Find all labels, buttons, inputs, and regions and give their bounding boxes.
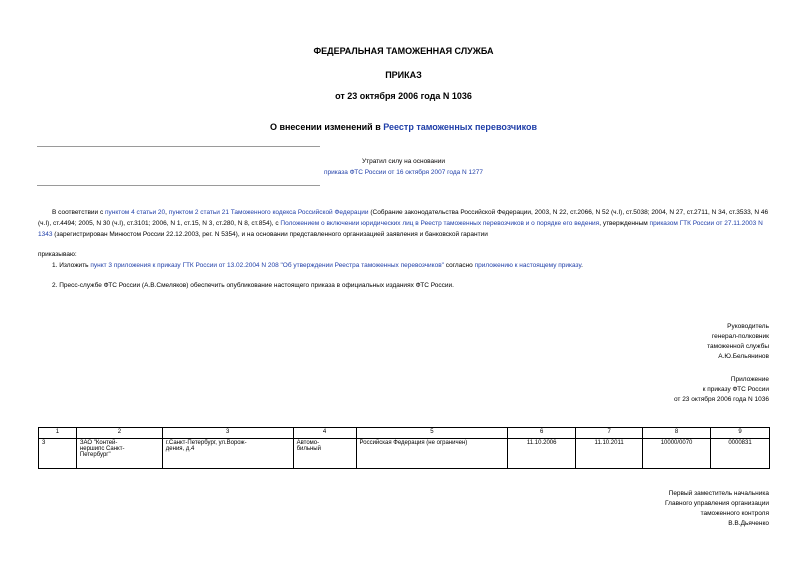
order-word: приказываю: bbox=[38, 251, 77, 258]
item-2: 2. Пресс-службе ФТС России (А.В.Смеляков) обеспечить опубликование настоящего приказа в официальных изданиях ФТС России. bbox=[52, 282, 454, 289]
signature-head bbox=[707, 322, 769, 362]
company-line: нершипс Санкт- bbox=[79, 446, 125, 452]
table-cell-company bbox=[76, 439, 162, 469]
customs-code-link[interactable]: пунктом 2 статьи 21 Таможенного кодекса Российской Федерации bbox=[168, 209, 369, 216]
table-header-cell: 8 bbox=[643, 428, 711, 439]
item-1-text: . bbox=[581, 262, 583, 269]
table-cell-start-date: 11.10.2006 bbox=[508, 439, 576, 469]
registry-link[interactable]: Реестр таможенных перевозчиков bbox=[383, 122, 538, 132]
appendix-link[interactable]: приложению к настоящему приказу bbox=[474, 262, 582, 269]
table-cell-guarantee: 0000831 bbox=[711, 439, 770, 469]
regulation-link[interactable]: Положением о включении юридических лиц в Реестр таможенных перевозчиков и о порядке его ведения bbox=[280, 220, 600, 227]
signature-line: генерал-полковник bbox=[711, 333, 769, 340]
signature-line: таможенного контроля bbox=[700, 510, 769, 517]
article-20-link[interactable]: пунктом 4 статьи 20 bbox=[105, 209, 166, 216]
table-header-cell: 2 bbox=[76, 428, 162, 439]
table-cell-address bbox=[162, 439, 293, 469]
table-cell-territory: Российская Федерация (не ограничен) bbox=[356, 439, 508, 469]
status-link[interactable]: приказа ФТС России от 16 октября 2007 года N 1277 bbox=[323, 169, 484, 176]
gtk-208-link[interactable]: пункт 3 приложения к приказу ГТК России от 13.02.2004 N 208 "Об утверждении Реестра таможенных перевозчиков" bbox=[90, 262, 444, 269]
address-line: г.Санкт-Петербург, ул.Ворож- bbox=[165, 440, 247, 446]
signature-line: таможенной службы bbox=[707, 343, 769, 350]
table-cell-transport bbox=[293, 439, 356, 469]
company-line: ЗАО "Контей- bbox=[79, 440, 118, 446]
doc-title-prefix: О внесении изменений в bbox=[269, 122, 384, 132]
signature-line: Руководитель bbox=[727, 323, 769, 330]
item-1-text: согласно bbox=[443, 262, 475, 269]
table-header-cell: 5 bbox=[356, 428, 508, 439]
table-cell-end-date: 11.10.2011 bbox=[576, 439, 643, 469]
preamble-paragraph bbox=[38, 207, 770, 240]
agency-name: ФЕДЕРАЛЬНАЯ ТАМОЖЕННАЯ СЛУЖБА bbox=[313, 46, 494, 56]
signature-line: Первый заместитель начальника bbox=[668, 490, 769, 497]
table-cell-reg-code: 10000/0070 bbox=[643, 439, 711, 469]
gtk-order-link[interactable]: приказом ГТК России от 27.11.2003 N 1343 bbox=[38, 220, 763, 238]
item-1-text: 1. Изложить bbox=[52, 262, 91, 269]
table-header-cell: 4 bbox=[293, 428, 356, 439]
signature-deputy bbox=[665, 489, 769, 529]
top-divider bbox=[37, 146, 320, 147]
table-header-cell: 6 bbox=[508, 428, 576, 439]
preamble-text: (Собрание законодательства Российской Федерации, 2003, N 22, ст.2066, N 52 (ч.I), ст.5038; 2004, N 27, ст.2711, N 34, ст.3533, N 46 (ч.I), ст.4494; 2005, N 30 (ч.I), ст.3101; 2006, N 1, ст.15, N 3, ст.280, N 8, ст.854), с bbox=[38, 209, 769, 227]
preamble-text: В соответствии с bbox=[52, 209, 106, 216]
appendix-line: от 23 октября 2006 года N 1036 bbox=[673, 396, 769, 403]
signature-line: В.В.Дьяченко bbox=[728, 520, 769, 527]
doc-title bbox=[0, 122, 807, 132]
appendix-header bbox=[674, 375, 769, 405]
preamble-text: , утвержденным bbox=[599, 220, 650, 227]
company-line: Петербург" bbox=[79, 452, 111, 458]
address-line: дения, д.4 bbox=[165, 446, 195, 452]
table-row bbox=[39, 439, 770, 469]
doc-date-number: от 23 октября 2006 года N 1036 bbox=[335, 91, 472, 101]
signature-line: А.Ю.Бельянинов bbox=[718, 353, 769, 360]
transport-line: бильный bbox=[296, 446, 321, 452]
carriers-table bbox=[38, 427, 770, 469]
preamble-text: , bbox=[165, 209, 169, 216]
table-header-cell: 9 bbox=[711, 428, 770, 439]
table-cell-number: 3 bbox=[39, 439, 77, 469]
appendix-line: Приложение bbox=[730, 376, 769, 383]
table-header-cell: 1 bbox=[39, 428, 77, 439]
table-header-cell: 3 bbox=[162, 428, 293, 439]
item-1 bbox=[38, 260, 770, 271]
transport-line: Автомо- bbox=[296, 440, 320, 446]
bottom-divider bbox=[37, 185, 320, 186]
doc-type: ПРИКАЗ bbox=[385, 70, 422, 80]
signature-line: Главного управления организации bbox=[665, 500, 769, 507]
status-line: Утратил силу на основании bbox=[361, 158, 446, 165]
table-header-row bbox=[39, 428, 770, 439]
appendix-line: к приказу ФТС России bbox=[702, 386, 769, 393]
table-header-cell: 7 bbox=[576, 428, 643, 439]
preamble-text: (зарегистрирован Минюстом России 22.12.2003, рег. N 5354), и на основании представленного организацией заявления и банковской гарантии bbox=[52, 231, 488, 238]
